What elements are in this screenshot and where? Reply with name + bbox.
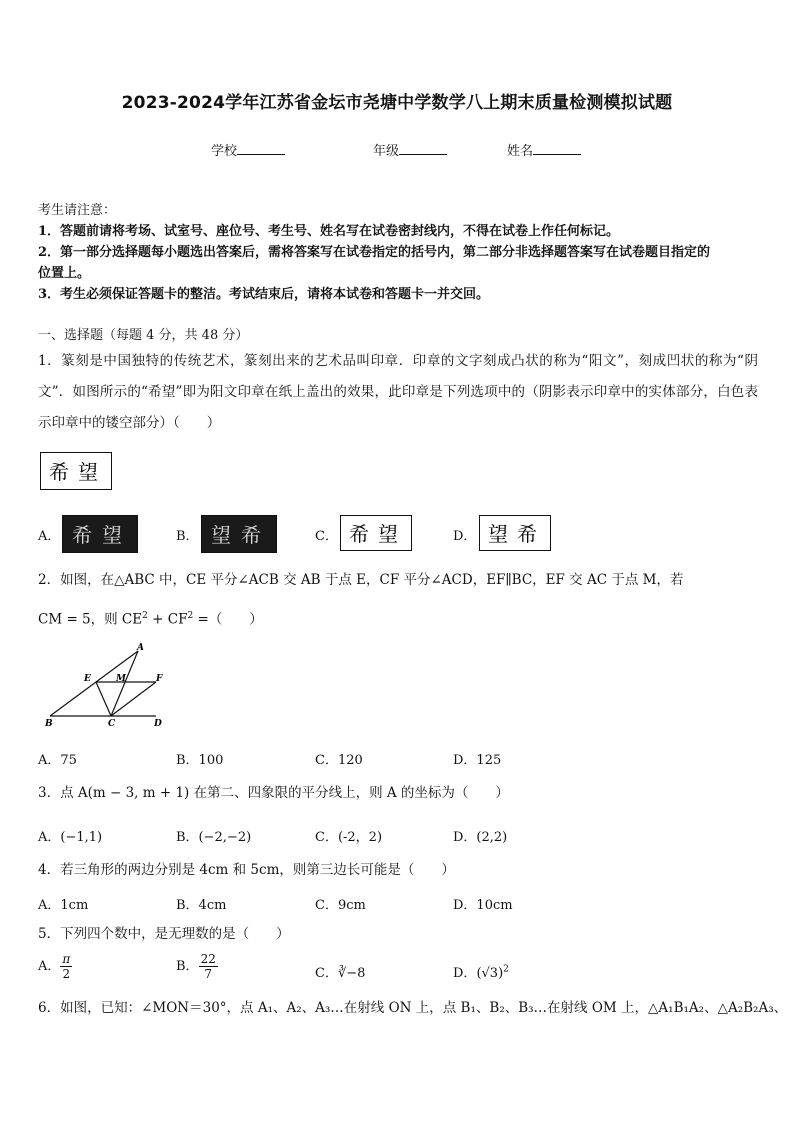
school-label: 学校: [211, 144, 238, 159]
question-2-line-2: CM = 5，则 $CE^2 + CF^2$ =（ ）: [38, 611, 263, 628]
seal-char: 望: [378, 522, 398, 546]
grade-blank[interactable]: [399, 142, 447, 155]
seal-char: 望: [102, 523, 122, 547]
q1-option-b[interactable]: B．: [176, 529, 199, 544]
seal-char: 希: [72, 523, 92, 547]
label-d: D: [154, 719, 162, 728]
q4-option-c[interactable]: C．9cm: [315, 898, 366, 913]
question-1-text: 1．篆刻是中国独特的传统艺术，篆刻出来的艺术品叫印章．印章的文字刻成凸状的称为“阳文”，刻成凹状的称为“阴文”．如图所示的“希望”即为阳文印章在纸上盖出的效果，此印章是下列选项中的（阴影表示印章中的实体部分，白色表示印章中的镂空部分）（ ）: [38, 353, 758, 431]
q3-option-a[interactable]: A．(−1,1): [38, 830, 103, 845]
q3-option-b[interactable]: B．(−2,−2): [176, 830, 252, 845]
label-m: M: [116, 674, 126, 684]
q1-option-c[interactable]: C．: [315, 529, 338, 544]
q5-option-a[interactable]: A． $\frac{\pi}{2}$: [38, 952, 71, 981]
seal-reference-graphic: [45, 456, 107, 486]
question-4-text: 4．若三角形的两边分别是 4cm 和 5cm，则第三边长可能是（ ）: [38, 862, 455, 878]
seal-char: 望: [78, 460, 98, 484]
seal-char: 希: [517, 522, 537, 546]
q1-option-a[interactable]: A．: [38, 529, 61, 544]
label-c: C: [108, 719, 116, 728]
label-f: F: [156, 674, 163, 684]
seal-char: 望: [211, 523, 231, 547]
seal-option-d-graphic: [484, 519, 546, 547]
fraction-pi-over-2: $\frac{\pi}{2}$: [62, 952, 71, 981]
page-title: 2023-2024学年江苏省金坛市尧塘中学数学八上期末质量检测模拟试题: [121, 93, 673, 113]
q2-triangle-figure: [38, 642, 168, 728]
school-field[interactable]: [211, 140, 285, 159]
seal-option-b-graphic: [206, 519, 272, 549]
school-blank[interactable]: [237, 142, 285, 155]
q1-option-d[interactable]: D．: [453, 529, 477, 544]
question-2-line-1: 2．如图，在△ABC 中，CE 平分∠ACB 交 AB 于点 E，CF 平分∠ACD，EF∥BC，EF 交 AC 于点 M，若: [38, 572, 684, 588]
seal-option-a-graphic: [67, 519, 133, 549]
q3-option-d[interactable]: D．(2,2): [453, 830, 508, 845]
label-a: A: [137, 643, 144, 653]
q2-option-d[interactable]: D．125: [453, 753, 502, 768]
name-label: 姓名: [507, 144, 534, 159]
q5-option-c[interactable]: C．∛−8: [315, 966, 366, 981]
q2-option-a[interactable]: A．75: [38, 753, 77, 768]
q4-option-d[interactable]: D．10cm: [453, 898, 513, 913]
label-e: E: [84, 674, 91, 684]
name-blank[interactable]: [533, 142, 581, 155]
q5-option-d[interactable]: D．$(√3)^2$: [453, 964, 509, 981]
question-6-text: 6．如图，已知：∠MON＝30°，点 A₁、A₂、A₃…在射线 ON 上，点 B₁、B₂、B₃…在射线 OM 上，△A₁B₁A₂、△A₂B₂A₃、: [38, 1000, 788, 1016]
name-field[interactable]: [507, 140, 581, 159]
notice-item: 3．考生必须保证答题卡的整洁。考试结束后，请将本试卷和答题卡一并交回。: [38, 287, 490, 302]
seal-option-c-graphic: [345, 519, 407, 547]
q4-option-a[interactable]: A．1cm: [38, 898, 89, 913]
q3-option-c[interactable]: C．(-2，2): [315, 830, 383, 845]
notice-item: 位置上。: [38, 266, 91, 281]
question-3-text: 3．点 A(m − 3, m + 1) 在第二、四象限的平分线上，则 A 的坐标为（ ）: [38, 785, 509, 801]
q2-option-b[interactable]: B．100: [176, 753, 224, 768]
question-5-text: 5．下列四个数中，是无理数的是（ ）: [38, 926, 290, 942]
line-ce: [96, 682, 111, 716]
seal-char: 希: [241, 523, 261, 547]
notice-item: 1．答题前请将考场、试室号、座位号、考生号、姓名写在试卷密封线内，不得在试卷上作任何标记。: [38, 224, 620, 239]
seal-char: 希: [49, 460, 69, 484]
grade-label: 年级: [373, 144, 400, 159]
seal-option-c[interactable]: [340, 515, 412, 551]
section-heading: 一、选择题（每题 4 分，共 48 分）: [38, 328, 249, 343]
grade-field[interactable]: [373, 140, 447, 159]
fraction-22-over-7: $\frac{22}{7}$: [200, 952, 216, 981]
q4-option-b[interactable]: B．4cm: [176, 898, 227, 913]
seal-reference: [40, 452, 112, 490]
notice-heading: 考生请注意：: [38, 203, 117, 218]
seal-option-a[interactable]: [62, 515, 138, 553]
label-b: B: [45, 719, 53, 728]
q2-option-c[interactable]: C．120: [315, 753, 363, 768]
seal-char: 希: [349, 522, 369, 546]
seal-char: 望: [488, 522, 508, 546]
q5-option-b[interactable]: B． $\frac{22}{7}$: [176, 952, 216, 981]
seal-option-b[interactable]: [201, 515, 277, 553]
notice-item: 2．第一部分选择题每小题选出答案后，需将答案写在试卷指定的括号内，第二部分非选择题答案写在试卷题目指定的: [38, 245, 711, 260]
seal-option-d[interactable]: [479, 515, 551, 551]
